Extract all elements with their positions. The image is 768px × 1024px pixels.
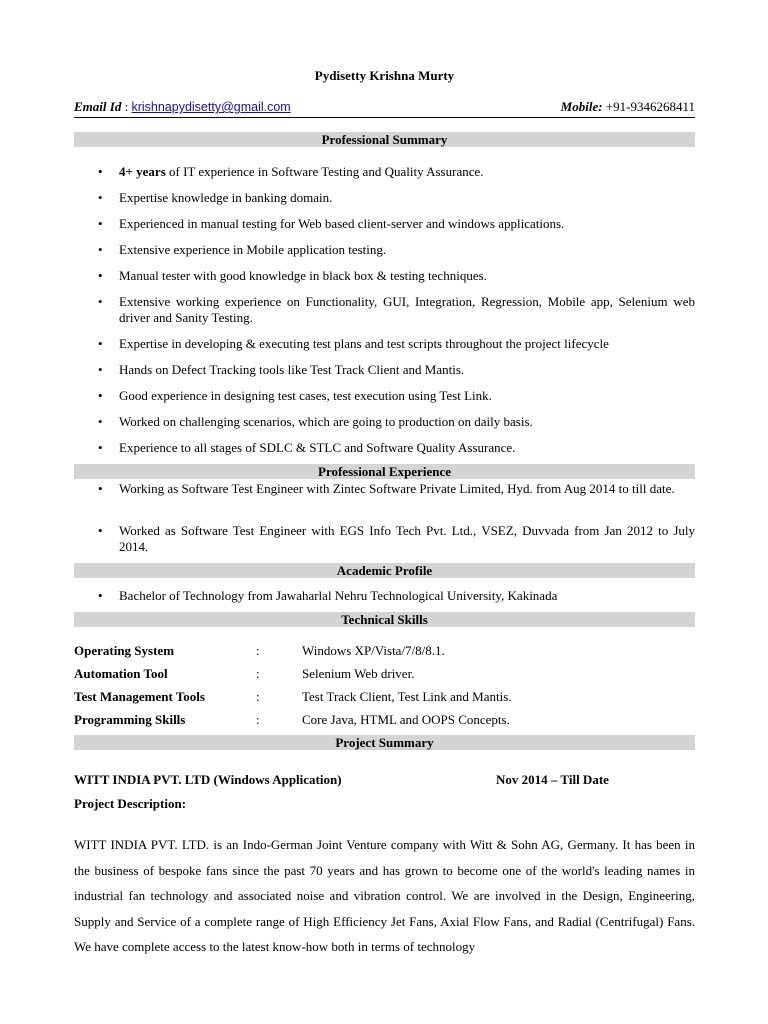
skill-key: Programming Skills (74, 712, 186, 727)
skill-value: Core Java, HTML and OOPS Concepts. (302, 712, 510, 727)
section-technical-skills: Technical Skills (74, 612, 695, 627)
summary-item-bold: 4+ years (119, 164, 166, 179)
section-professional-summary: Professional Summary (74, 132, 695, 147)
skill-key: Automation Tool (74, 666, 168, 681)
summary-item-text: Worked on challenging scenarios, which are going to production on daily basis. (119, 414, 533, 429)
skill-separator: : (256, 689, 260, 704)
academic-item-text: Bachelor of Technology from Jawaharlal Nehru Technological University, Kakinada (119, 588, 558, 603)
bullet-icon: • (98, 588, 103, 603)
skill-key: Operating System (74, 643, 175, 658)
summary-item-text: Hands on Defect Tracking tools like Test Track Client and Mantis. (119, 362, 465, 377)
bullet-icon: • (98, 440, 103, 455)
project-description: WITT INDIA PVT. LTD. is an Indo-German Joint Venture company with Witt & Sohn AG, Germany. It has been in the business of bespoke fans since the past 70 years and has grown to become one of the world's leading names in industrial fan technology and associated noise and vibration control. We are involved in the Design, Engineering, Supply and Service of a complete range of High Efficiency Jet Fans, Axial Flow Fans, and Radial (Centrifugal) Fans. We have complete access to the latest know-how both in terms of technology (74, 837, 695, 954)
bullet-icon: • (98, 216, 103, 231)
project-title: WITT INDIA PVT. LTD (Windows Application) (74, 772, 342, 787)
bullet-icon: • (98, 268, 103, 283)
skill-value: Windows XP/Vista/7/8/8.1. (302, 643, 445, 658)
header-divider (74, 117, 695, 118)
section-professional-experience: Professional Experience (74, 464, 695, 479)
experience-item-text: Worked as Software Test Engineer with EGS Info Tech Pvt. Ltd., VSEZ, Duvvada from Jan 2012 to July 2014. (119, 523, 695, 554)
email-link[interactable]: krishnapydisetty@gmail.com (131, 100, 291, 114)
skill-separator: : (256, 643, 260, 658)
email-separator: : (121, 99, 132, 114)
summary-item-text: Experience to all stages of SDLC & STLC and Software Quality Assurance. (119, 440, 516, 455)
project-description-label: Project Description: (74, 796, 187, 811)
project-dates: Nov 2014 – Till Date (496, 772, 609, 787)
skill-row (74, 666, 695, 682)
skill-row (74, 712, 695, 728)
bullet-icon: • (98, 164, 103, 179)
skill-row (74, 689, 695, 705)
section-academic-profile: Academic Profile (74, 563, 695, 578)
summary-item-text: Expertise in developing & executing test plans and test scripts throughout the project lifecycle (119, 336, 609, 351)
mobile-number: +91-9346268411 (602, 99, 695, 114)
email-label: Email Id (74, 99, 122, 114)
bullet-icon: • (98, 336, 103, 351)
bullet-icon: • (98, 190, 103, 205)
summary-item-text: Extensive working experience on Functionality, GUI, Integration, Regression, Mobile app, Selenium web driver and Sanity Testing. (119, 294, 695, 325)
project-heading (74, 772, 695, 788)
bullet-icon: • (98, 414, 103, 429)
bullet-icon: • (98, 362, 103, 377)
summary-item-text: Expertise knowledge in banking domain. (119, 190, 333, 205)
summary-item-text: Experienced in manual testing for Web based client-server and windows applications. (119, 216, 565, 231)
summary-item-text: of IT experience in Software Testing and Quality Assurance. (165, 164, 484, 179)
skill-separator: : (256, 666, 260, 681)
contact-line (74, 99, 695, 115)
experience-item-text: Working as Software Test Engineer with Zintec Software Private Limited, Hyd. from Aug 2014 to till date. (119, 481, 675, 496)
candidate-name: Pydisetty Krishna Murty (314, 68, 455, 83)
bullet-icon: • (98, 523, 103, 538)
bullet-icon: • (98, 481, 103, 496)
skill-separator: : (256, 712, 260, 727)
section-project-summary: Project Summary (74, 735, 695, 750)
bullet-icon: • (98, 294, 103, 309)
mobile-label: Mobile: (560, 99, 603, 114)
bullet-icon: • (98, 388, 103, 403)
skill-row (74, 643, 695, 659)
skill-value: Selenium Web driver. (302, 666, 415, 681)
mobile-block (561, 99, 695, 115)
summary-item-text: Good experience in designing test cases, test execution using Test Link. (119, 388, 492, 403)
summary-item-text: Extensive experience in Mobile application testing. (119, 242, 387, 257)
summary-item-text: Manual tester with good knowledge in black box & testing techniques. (119, 268, 487, 283)
skill-key: Test Management Tools (74, 689, 205, 704)
skill-value: Test Track Client, Test Link and Mantis. (302, 689, 512, 704)
bullet-icon: • (98, 242, 103, 257)
